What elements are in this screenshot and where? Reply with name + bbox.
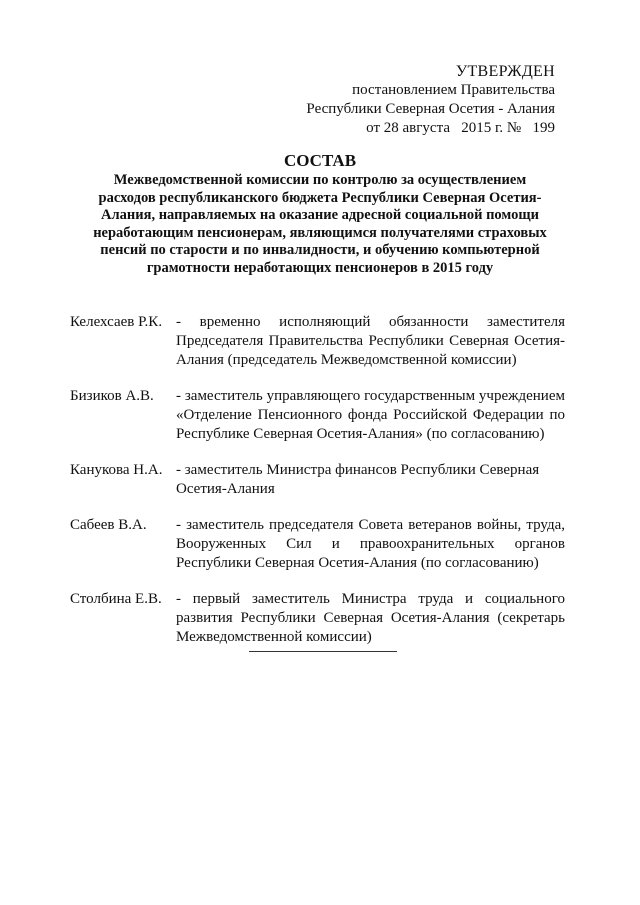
member-name: Бизиков А.В.	[70, 388, 154, 404]
end-divider	[249, 651, 397, 652]
approval-stamp	[306, 62, 555, 138]
member-entry	[70, 590, 565, 647]
member-name: Келехсаев Р.К.	[70, 314, 163, 330]
role-line: - заместитель Министра финансов Республики Северная	[176, 462, 540, 478]
role-line: - временно исполняющий обязанности заместителя	[176, 314, 565, 330]
subtitle-line: Межведомственной комиссии по контролю за осуществлением	[113, 172, 527, 188]
role-line: Республики Северная Осетия-Алания (по согласованию)	[176, 555, 539, 571]
member-role	[176, 387, 565, 444]
approval-date-line: от 28 августа 2015 г. № 199	[366, 120, 555, 136]
member-role	[176, 590, 565, 647]
role-line: Межведомственной комиссии)	[176, 629, 372, 645]
approval-line-1: постановлением Правительства	[352, 82, 555, 98]
role-line: Вооруженных Сил и правоохранительных органов	[176, 536, 565, 552]
member-entry	[70, 313, 565, 370]
role-line: Председателя Правительства Республики Северная Осетия-	[176, 333, 565, 349]
member-name: Канукова Н.А.	[70, 462, 163, 478]
subtitle-line: неработающим пенсионерам, являющимся получателями страховых	[93, 224, 547, 241]
member-role	[176, 516, 565, 573]
document-title: СОСТАВ	[283, 151, 357, 170]
approved-label: УТВЕРЖДЕН	[455, 63, 555, 80]
role-line: - заместитель председателя Совета ветеранов войны, труда,	[176, 517, 565, 533]
role-line: - заместитель управляющего государственным учреждением	[176, 388, 565, 404]
subtitle-line: пенсий по старости и по инвалидности, и обучению компьютерной	[100, 242, 540, 258]
role-line: развития Республики Северная Осетия-Алания (секретарь	[176, 610, 565, 626]
subtitle-line: грамотности неработающих пенсионеров в 2015 году	[146, 259, 494, 276]
document-heading	[70, 150, 570, 277]
member-entry	[70, 461, 565, 499]
member-name: Столбина Е.В.	[70, 591, 162, 607]
members-list	[70, 313, 565, 664]
approval-line-2: Республики Северная Осетия - Алания	[306, 101, 555, 117]
role-line: Республике Северная Осетия-Алания» (по согласованию)	[176, 426, 545, 442]
member-role	[176, 313, 565, 370]
member-name: Сабеев В.А.	[70, 517, 147, 533]
role-line: Алания (председатель Межведомственной комиссии)	[176, 352, 517, 368]
subtitle-line: Алания, направляемых на оказание адресной социальной помощи	[101, 207, 539, 223]
document-subtitle	[70, 172, 570, 277]
member-entry	[70, 387, 565, 444]
subtitle-line: расходов республиканского бюджета Республики Северная Осетия-	[98, 189, 542, 206]
role-line: Осетия-Алания	[176, 481, 275, 497]
member-role	[176, 461, 565, 499]
role-line: - первый заместитель Министра труда и социального	[176, 591, 565, 607]
role-line: «Отделение Пенсионного фонда Российской Федерации по	[176, 407, 565, 423]
member-entry	[70, 516, 565, 573]
